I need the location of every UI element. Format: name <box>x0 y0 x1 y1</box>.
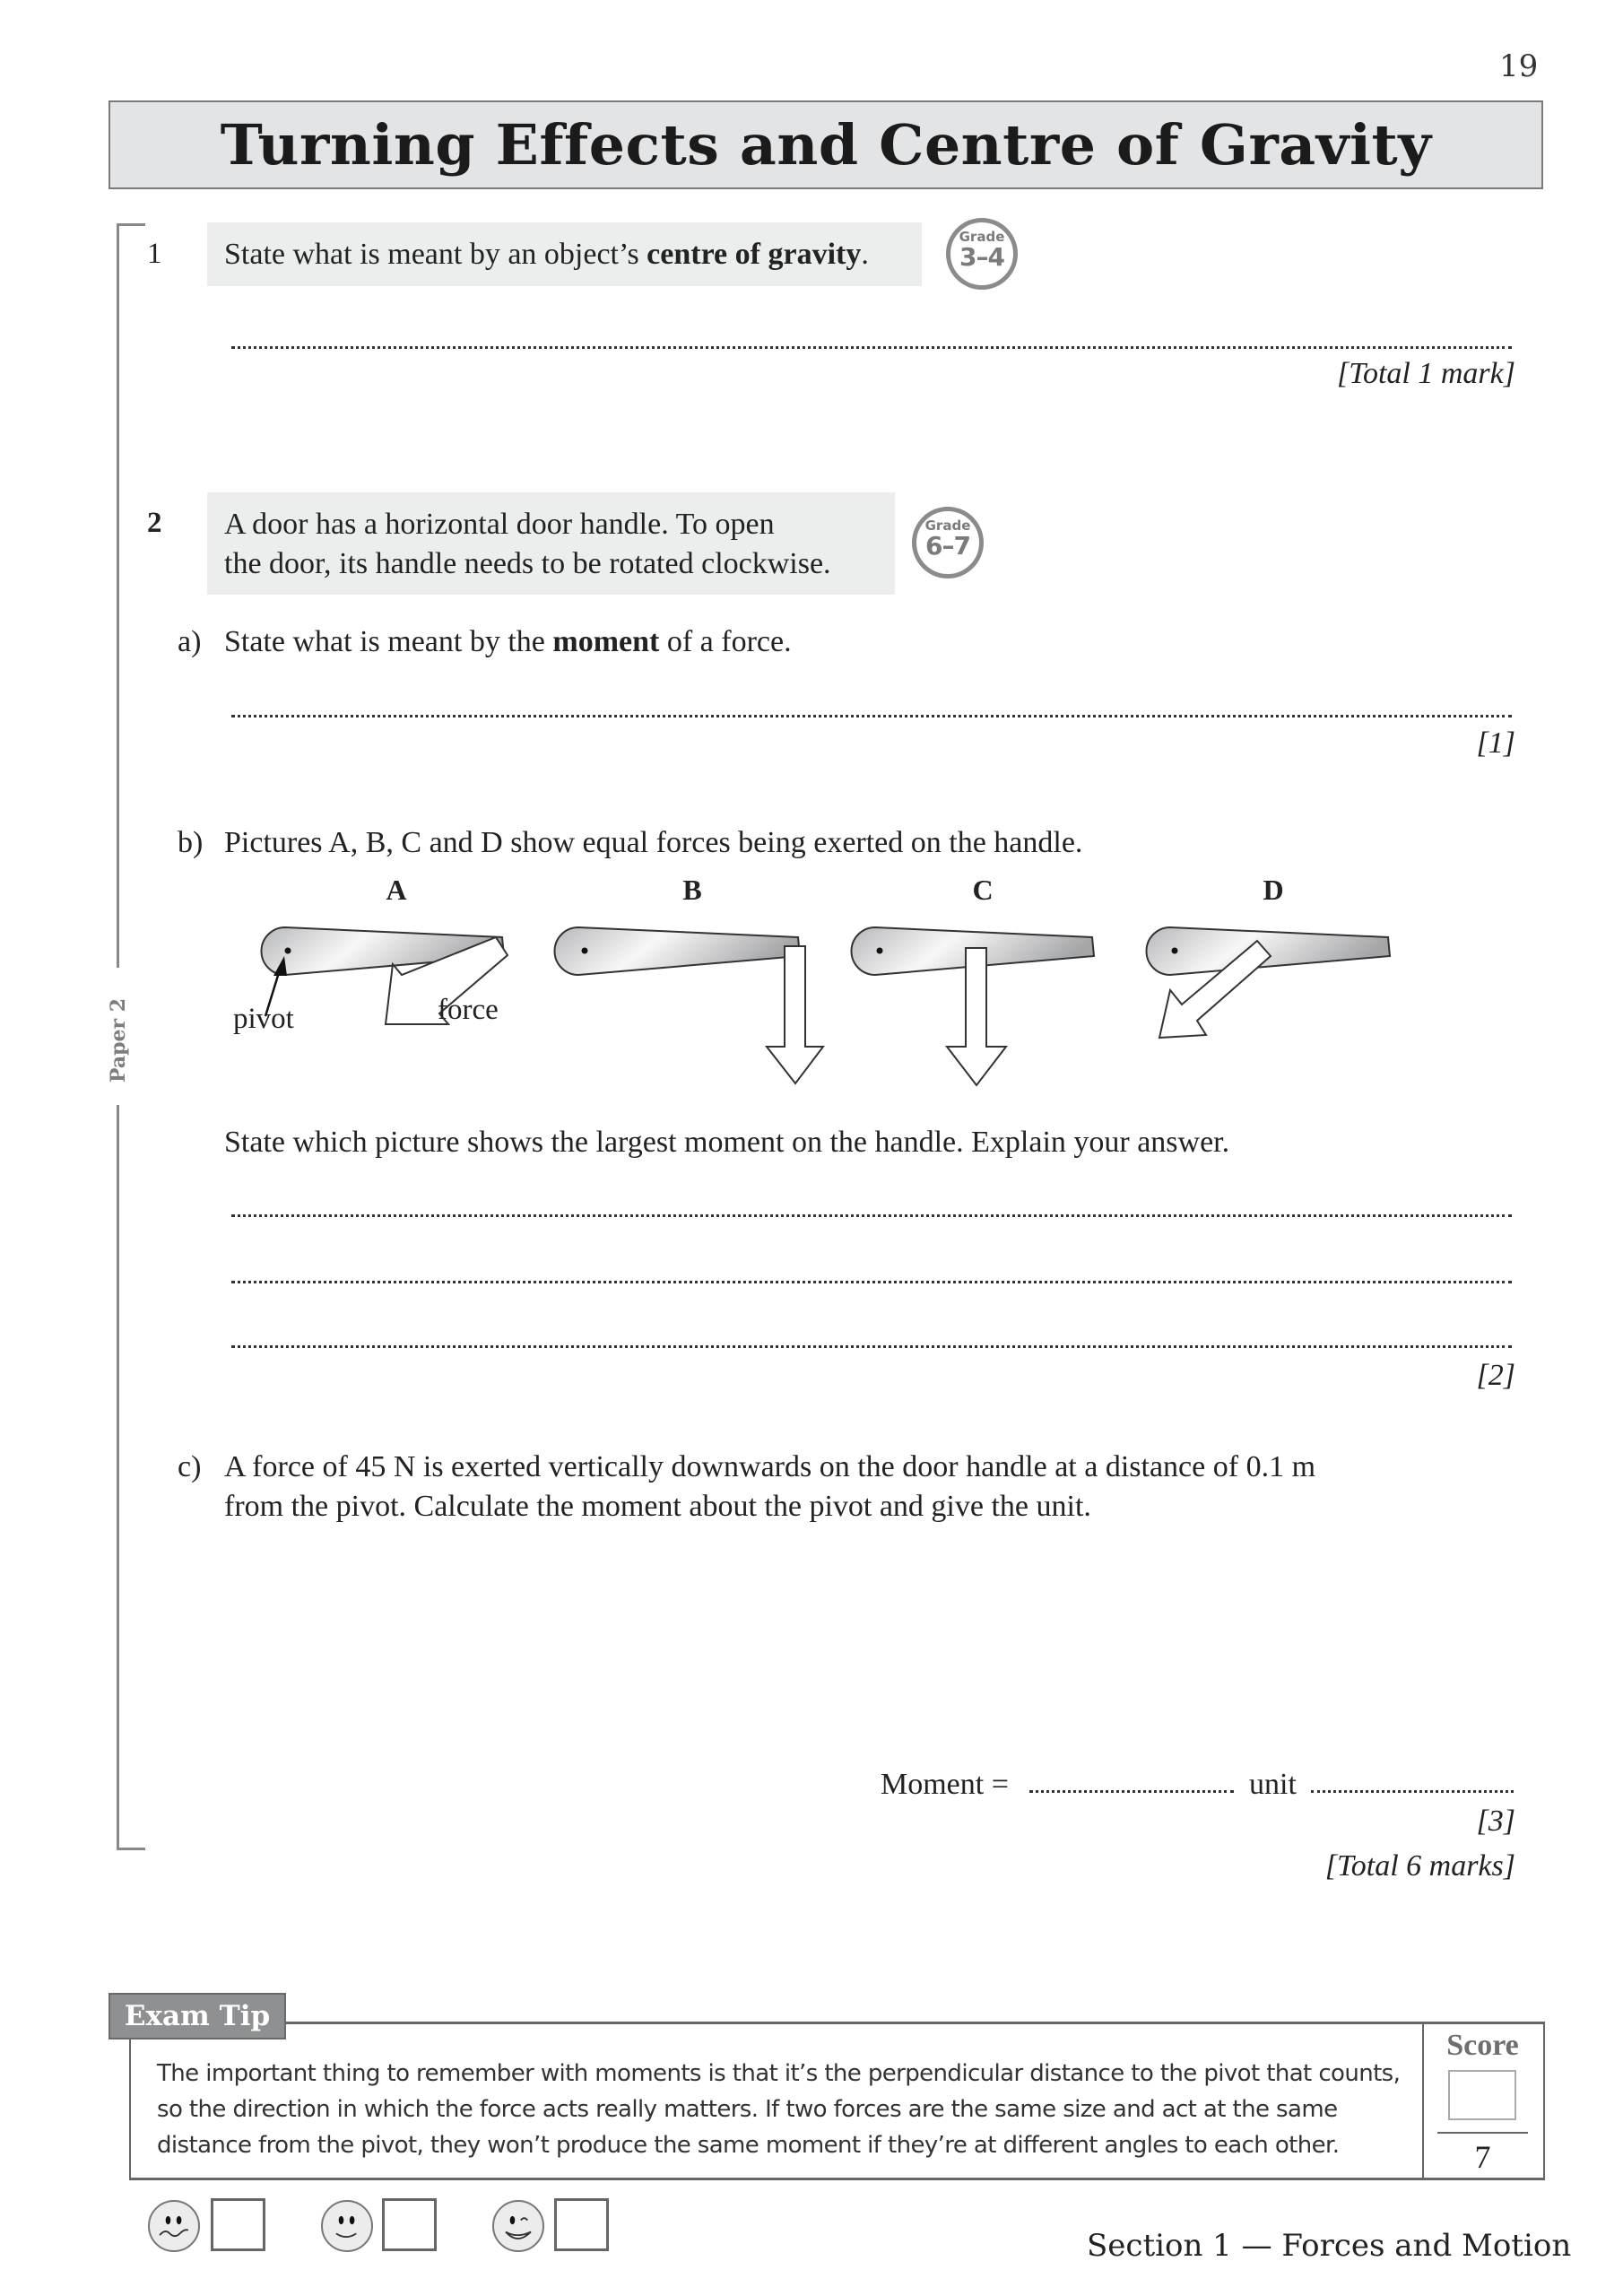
part-b-answer-line-1[interactable] <box>231 1214 1512 1217</box>
question-2-intro: A door has a horizontal door handle. To open the door, its handle needs to be rotated clockwise. <box>224 508 831 580</box>
question-1-text: State what is meant by an object’s centre of gravity. <box>224 238 869 271</box>
term-centre-of-gravity: centre of gravity <box>647 238 862 271</box>
part-c-label: c) <box>178 1450 202 1483</box>
part-c-marks: [3] <box>1476 1805 1515 1838</box>
bracket-bottom-cap <box>117 1848 145 1850</box>
picture-label-c: C <box>972 874 994 906</box>
grade-badge-3-4: Grade 3–4 <box>946 218 1018 290</box>
unsure-face-icon <box>148 2200 200 2252</box>
pivot-label: pivot <box>233 1003 294 1035</box>
moment-label: Moment = <box>881 1768 1009 1801</box>
part-a-text: State what is meant by the moment of a force. <box>224 625 792 658</box>
q2-total-marks: [Total 6 marks] <box>1324 1849 1515 1883</box>
score-fraction-line <box>1437 2132 1528 2134</box>
pivot-dot-b <box>582 948 588 954</box>
confidence-box-confident[interactable] <box>554 2198 609 2251</box>
force-arrow-b <box>767 946 823 1083</box>
picture-label-a: A <box>386 874 407 906</box>
unit-answer-field[interactable] <box>1311 1790 1514 1793</box>
door-handle-diagram <box>0 0 1623 1130</box>
q1-total-marks: [Total 1 mark] <box>1336 357 1515 390</box>
picture-label-b: B <box>682 874 702 906</box>
handle-c <box>852 927 1094 1085</box>
paper-label: Paper 2 <box>107 997 130 1083</box>
handle-b <box>555 927 823 1083</box>
moment-answer-field[interactable] <box>1029 1790 1234 1793</box>
part-b-text: Pictures A, B, C and D show equal forces being exerted on the handle. <box>224 826 1083 859</box>
score-label: Score <box>1446 2029 1519 2062</box>
pivot-dot-d <box>1172 948 1178 954</box>
score-total: 7 <box>1474 2139 1491 2175</box>
unit-label: unit <box>1249 1768 1297 1801</box>
part-a-label: a) <box>178 625 202 658</box>
confidence-box-ok[interactable] <box>382 2198 437 2251</box>
question-2-number: 2 <box>147 507 162 539</box>
handle-d <box>1147 927 1390 1038</box>
grade-badge-6-7: Grade 6–7 <box>912 507 984 578</box>
exam-tip-text: The important thing to remember with moments is that it’s the perpendicular distance to the pivot that counts, so the direction in which the force acts really matters. If two forces are the same size and act at the same distance from the pivot, they won’t produce the same moment if they’re at different angles to each other. <box>157 2060 1401 2159</box>
ok-face-icon <box>321 2200 373 2252</box>
page-title: Turning Effects and Centre of Gravity <box>220 112 1432 178</box>
part-b-question: State which picture shows the largest moment on the handle. Explain your answer. <box>224 1126 1230 1159</box>
picture-label-d: D <box>1263 874 1284 906</box>
part-b-label: b) <box>178 826 204 859</box>
part-b-marks: [2] <box>1476 1359 1515 1392</box>
bracket-line-lower <box>117 1105 119 1850</box>
score-input[interactable] <box>1448 2070 1516 2120</box>
part-b-answer-line-3[interactable] <box>231 1345 1512 1348</box>
confident-face-icon <box>492 2200 544 2252</box>
part-b-answer-line-2[interactable] <box>231 1281 1512 1283</box>
exam-tip-tab: Exam Tip <box>108 1993 286 2039</box>
pivot-dot-c <box>877 948 883 954</box>
page-number: 19 <box>1499 48 1539 84</box>
term-moment: moment <box>552 625 660 658</box>
force-label: force <box>438 994 499 1026</box>
pivot-dot-a <box>285 948 291 954</box>
confidence-box-unsure[interactable] <box>211 2198 265 2251</box>
part-c-text: A force of 45 N is exerted vertically downwards on the door handle at a distance of 0.1 m from the pivot. Calculate the moment about the pivot and give the unit. <box>224 1450 1316 1523</box>
section-footer: Section 1 — Forces and Motion <box>1087 2228 1572 2264</box>
question-1-number: 1 <box>147 238 162 270</box>
part-a-marks: [1] <box>1476 726 1515 760</box>
